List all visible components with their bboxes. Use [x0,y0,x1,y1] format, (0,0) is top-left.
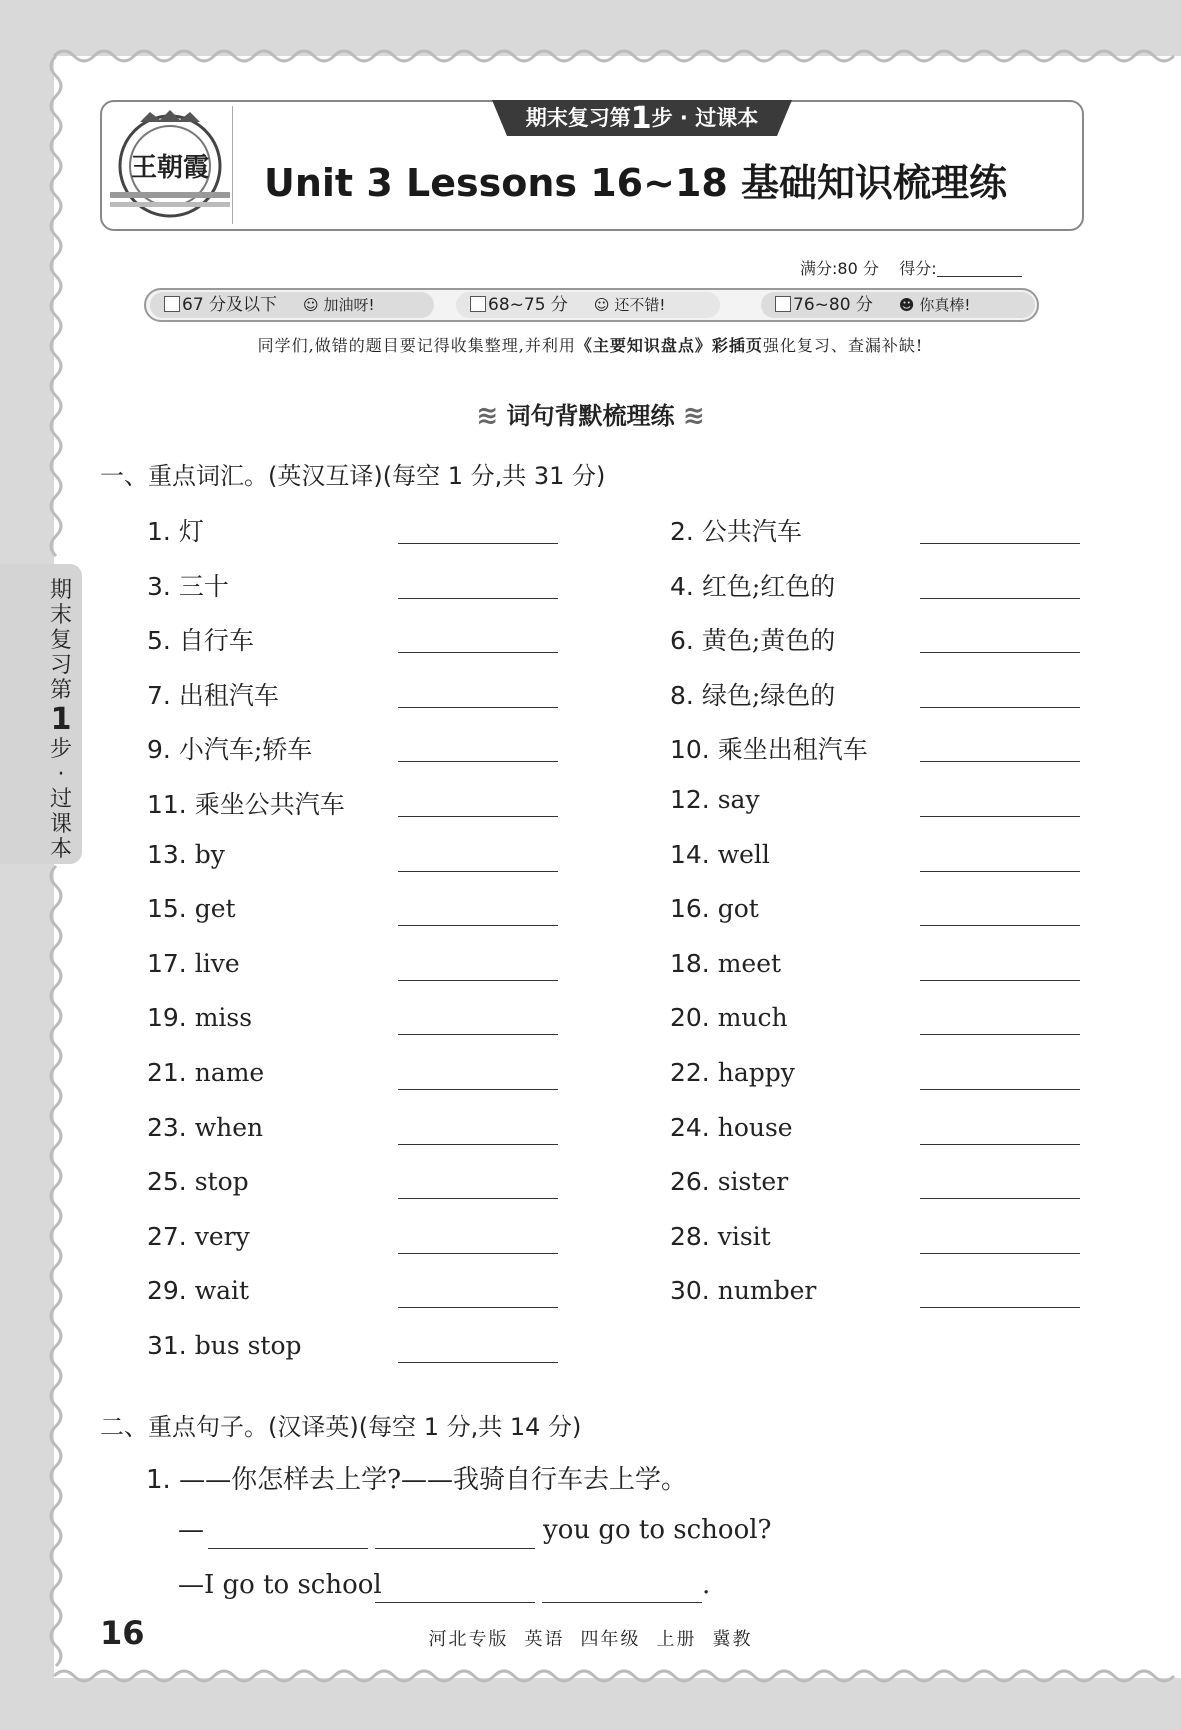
item-text: name [194,1058,265,1087]
item-number: 14. [670,839,710,869]
vocab-item [670,730,868,766]
vocab-item [670,1113,793,1142]
rating-comment: 你真棒! [919,296,971,314]
item-number: 5. [147,626,171,656]
vocab-item [670,621,835,657]
score-line [800,256,1022,279]
score-blank[interactable] [937,276,1022,277]
answer-blank[interactable] [398,871,558,872]
item-number: 27. [147,1221,187,1251]
item-text: miss [194,1003,253,1033]
answer-blank[interactable] [208,1548,368,1549]
item-text: wait [194,1276,250,1306]
item-number: 2. [670,517,694,546]
answer-blank[interactable] [398,1144,558,1145]
vocab-item [147,1058,264,1087]
wave-left-icon: ≋ [476,401,499,431]
item-number: 22. [670,1058,710,1087]
vocab-item [147,567,229,603]
answer-blank[interactable] [920,652,1080,653]
rating-option-mid[interactable] [456,292,720,318]
item-text: 乘坐出租汽车 [717,735,868,765]
item-text: live [194,948,240,978]
item-text: when [194,1112,264,1142]
vocab-item [147,1003,252,1032]
answer-blank[interactable] [920,1034,1080,1035]
item-text: very [194,1221,250,1251]
item-number: 15. [147,894,187,924]
item-number: 20. [670,1003,710,1033]
answer-blank[interactable] [398,543,558,544]
vocab-item [147,785,345,821]
vocab-item [670,676,835,712]
lesson-header [100,100,1084,231]
answer-blank[interactable] [920,871,1080,872]
item-number: 31. [147,1331,187,1360]
page-title: Unit 3 Lessons 16~18 基础知识梳理练 [264,161,1008,205]
item-text: happy [717,1058,795,1087]
item-number: 16. [670,894,710,924]
answer-blank[interactable] [920,707,1080,708]
answer-blank[interactable] [398,1034,558,1035]
rating-range: 68~75 分 [488,295,568,315]
checkbox[interactable] [470,296,486,312]
page-number: 16 [100,1614,145,1652]
vocab-item [147,894,236,923]
vocab-item [670,567,835,603]
item-number: 6. [670,626,694,656]
item-number: 19. [147,1003,187,1033]
sentence-line-1-suffix: you go to school? [543,1515,772,1545]
item-number: 17. [147,948,187,978]
answer-blank[interactable] [398,652,558,653]
item-number: 30. [670,1276,710,1306]
rating-range: 76~80 分 [793,295,873,315]
vocab-item [670,1276,816,1305]
vocab-item [147,949,240,978]
vocab-item [147,840,225,869]
answer-blank[interactable] [542,1602,702,1603]
footer-info: 河北专版 英语 四年级 上册 冀教 [428,1629,753,1650]
item-text: 绿色;绿色的 [701,680,836,710]
part1-title: 一、重点词汇。(英汉互译)(每空 1 分,共 31 分) [100,462,606,490]
answer-blank[interactable] [398,980,558,981]
answer-blank[interactable] [398,598,558,599]
vocab-item [147,1222,250,1251]
item-text: 公共汽车 [701,517,802,546]
header-divider [232,106,233,224]
rating-bar [144,288,1039,322]
item-text: 黄色;黄色的 [701,626,836,656]
answer-blank[interactable] [920,543,1080,544]
sentence-prompt: 1. ——你怎样去上学?——我骑自行车去上学。 [146,1465,688,1495]
item-number: 9. [147,735,171,765]
vocab-item [147,512,204,548]
answer-blank[interactable] [920,980,1080,981]
sentence-line-2-suffix: . [702,1570,711,1600]
item-number: 26. [670,1167,710,1197]
star-face-icon: ☻ 你真棒! [898,296,971,314]
answer-blank[interactable] [375,1602,535,1603]
publisher-logo [110,108,230,222]
item-number: 21. [147,1058,187,1087]
item-text: 乘坐公共汽车 [194,790,345,819]
vocab-item [670,840,770,869]
item-number: 23. [147,1112,187,1142]
item-text: house [717,1112,793,1142]
item-text: meet [717,948,782,978]
answer-blank[interactable] [375,1548,535,1549]
answer-blank[interactable] [398,1307,558,1308]
item-number: 24. [670,1112,710,1142]
answer-blank[interactable] [920,598,1080,599]
item-number: 8. [670,680,694,710]
rating-option-high[interactable] [761,292,1035,318]
answer-blank[interactable] [398,1253,558,1254]
vocab-item [147,621,254,657]
answer-blank[interactable] [398,1089,558,1090]
item-number: 13. [147,839,187,869]
side-tab-text: 期 末 复 习 第 1 步 · 过 课 本 [49,578,72,862]
notice-text: 同学们,做错的题目要记得收集整理,并利用《主要知识盘点》彩插页强化复习、查漏补缺! [257,336,924,355]
answer-blank[interactable] [920,816,1080,817]
item-number: 29. [147,1276,187,1306]
item-text: bus stop [194,1331,302,1360]
item-number: 25. [147,1167,187,1197]
item-number: 7. [147,680,171,710]
sentence-line-1: — [178,1515,204,1545]
vocab-item [670,1167,788,1196]
item-text: much [717,1003,788,1033]
item-text: say [717,785,760,814]
item-text: number [717,1276,817,1306]
answer-blank[interactable] [920,1253,1080,1254]
answer-blank[interactable] [920,1144,1080,1145]
vocab-item [670,1222,771,1251]
vocab-item [147,1113,263,1142]
vocab-item [147,730,312,766]
item-number: 12. [670,785,710,814]
answer-blank[interactable] [920,1198,1080,1199]
cheer-face-icon: ☺ 加油呀! [303,296,375,314]
item-text: visit [717,1221,771,1251]
vocab-item [147,1276,249,1305]
item-text: stop [194,1167,249,1197]
vocab-item [147,676,279,712]
wave-right-icon: ≋ [682,401,705,431]
rating-comment: 加油呀! [323,296,375,314]
vocab-item [147,1331,302,1360]
item-text: well [717,839,770,869]
answer-blank[interactable] [398,761,558,762]
vocab-item [670,1058,795,1087]
item-number: 10. [670,735,710,765]
item-text: get [194,894,236,924]
checkbox[interactable] [164,296,180,312]
sentence-line-2: —I go to school [178,1570,382,1600]
answer-blank[interactable] [920,1089,1080,1090]
item-number: 3. [147,571,171,601]
item-text: 灯 [178,517,204,546]
answer-blank[interactable] [398,925,558,926]
smile-face-icon: ☺ 还不错! [593,296,666,314]
svg-text:王朝霞: 王朝霞 [130,153,210,183]
answer-blank[interactable] [398,707,558,708]
answer-blank[interactable] [920,925,1080,926]
answer-blank[interactable] [920,1307,1080,1308]
item-text: by [194,839,225,869]
item-number: 4. [670,571,694,601]
section-header: ≋ 词句背默梳理练 ≋ [476,401,705,431]
got-score-label: 得分: [899,259,937,278]
vocab-item [670,1003,788,1032]
item-text: sister [717,1167,789,1197]
vocab-item [670,949,781,978]
item-text: got [717,894,759,924]
item-number: 11. [147,790,187,819]
item-text: 自行车 [178,626,254,656]
answer-blank[interactable] [398,1198,558,1199]
vocab-item [147,1167,249,1196]
vocab-item [670,512,802,548]
vocab-item [670,894,759,923]
item-text: 三十 [178,571,229,601]
part2-title: 二、重点句子。(汉译英)(每空 1 分,共 14 分) [100,1413,582,1441]
item-text: 出租汽车 [178,680,279,710]
answer-blank[interactable] [398,816,558,817]
series-tag-text: 期末复习第1步 · 过课本 [525,101,759,136]
rating-comment: 还不错! [614,296,666,314]
rating-option-low[interactable] [150,292,434,318]
item-number: 1. [147,517,171,546]
full-score-label: 满分:80 分 [800,259,879,278]
item-number: 28. [670,1221,710,1251]
checkbox[interactable] [775,296,791,312]
item-text: 红色;红色的 [701,571,836,601]
series-tag [492,100,792,136]
rating-range: 67 分及以下 [182,295,278,315]
item-text: 小汽车;轿车 [178,735,313,765]
answer-blank[interactable] [920,761,1080,762]
vocab-item [670,785,760,814]
answer-blank[interactable] [398,1362,558,1363]
item-number: 18. [670,948,710,978]
